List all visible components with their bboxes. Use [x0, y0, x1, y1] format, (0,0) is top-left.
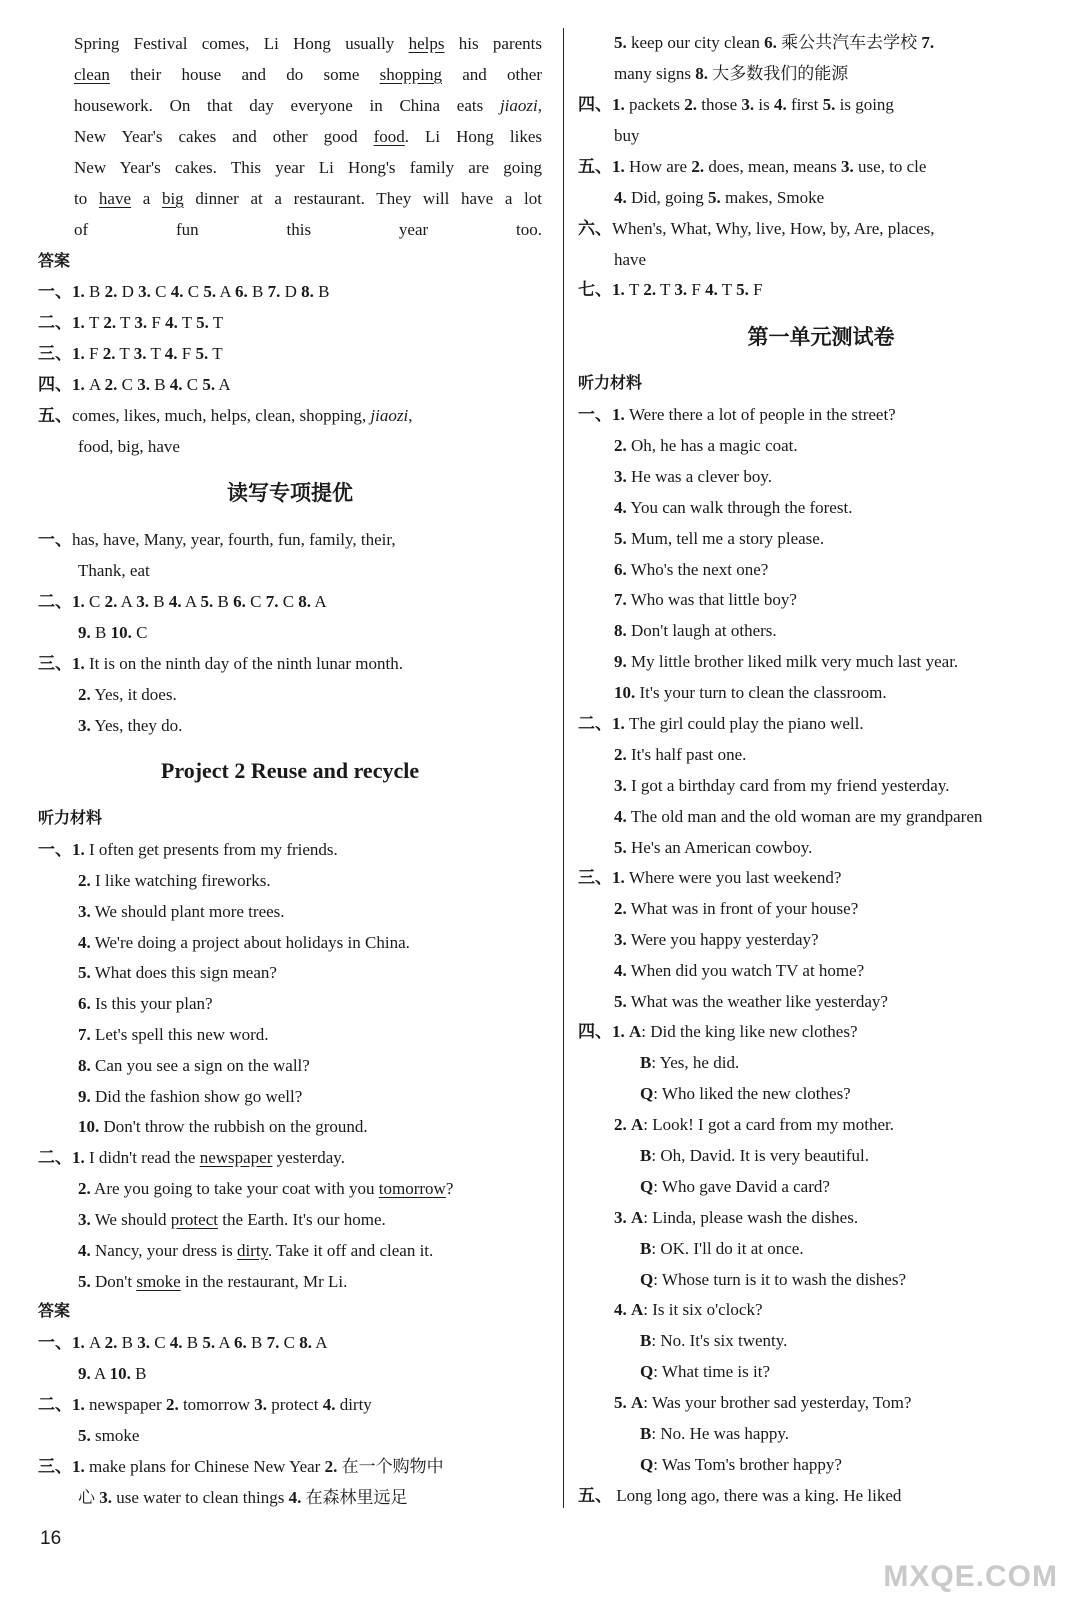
answer-line: 5. smoke — [78, 1426, 140, 1445]
listening-line: 5. Don't smoke in the restaurant, Mr Li. — [78, 1272, 348, 1291]
answer-line: 9. B 10. C — [78, 623, 148, 642]
listening-line: 5. A: Was your brother sad yesterday, Tom? — [614, 1393, 912, 1412]
listening-line: 8. Can you see a sign on the wall? — [78, 1056, 310, 1075]
listening-line: 一、1. I often get presents from my friends. — [38, 840, 338, 860]
answer-line: 四、1. A 2. C 3. B 4. C 5. A — [38, 375, 231, 395]
answer-line: 七、1. T 2. T 3. F 4. T 5. F — [578, 280, 763, 300]
listening-line: 2. Oh, he has a magic coat. — [614, 436, 798, 455]
listening-line: 4. A: Is it six o'clock? — [614, 1300, 763, 1319]
listening-line: 10. It's your turn to clean the classroom. — [614, 683, 887, 702]
answer-line: 5. keep our city clean 6. 乘公共汽车去学校 7. — [614, 33, 935, 52]
listening-line: 四、1. A: Did the king like new clothes? — [578, 1022, 858, 1042]
listening-line: 2. Are you going to take your coat with you tomorrow? — [78, 1179, 454, 1198]
listening-line: 7. Who was that little boy? — [614, 590, 797, 609]
listening-line: B: Oh, David. It is very beautiful. — [640, 1146, 869, 1165]
answer-line: 五、comes, likes, much, helps, clean, shopping, jiaozi, — [38, 406, 413, 426]
answer-line: food, big, have — [78, 437, 180, 456]
listening-line: 2. I like watching fireworks. — [78, 871, 271, 890]
listening-line: 5. Mum, tell me a story please. — [614, 529, 825, 548]
listening-line: 4. You can walk through the forest. — [614, 498, 853, 517]
listening-line: 6. Is this your plan? — [78, 994, 213, 1013]
listening-line: 2. It's half past one. — [614, 745, 747, 764]
listening-line: 8. Don't laugh at others. — [614, 621, 777, 640]
listening-line: 五、 Long long ago, there was a king. He liked — [578, 1486, 902, 1506]
listening-line: 4. Nancy, your dress is dirty. Take it off and clean it. — [78, 1241, 434, 1260]
listening-line: 3. We should protect the Earth. It's our home. — [78, 1210, 386, 1229]
listening-heading: 听力材料 — [578, 375, 643, 392]
listening-line: 4. When did you watch TV at home? — [614, 961, 865, 980]
listening-line: B: Yes, he did. — [640, 1053, 740, 1072]
answer-line: many signs 8. 大多数我们的能源 — [614, 64, 849, 83]
answer-line: 二、1. newspaper 2. tomorrow 3. protect 4. dirty — [38, 1395, 372, 1415]
answer-line: 四、1. packets 2. those 3. is 4. first 5. is going — [578, 95, 894, 115]
passage-line: clean their house and do some shopping and other — [74, 65, 542, 84]
answer-line: buy — [614, 126, 640, 145]
listening-line: 2. What was in front of your house? — [614, 899, 859, 918]
answer-line: have — [614, 250, 647, 269]
answer-line: 9. A 10. B — [78, 1364, 147, 1383]
passage-line: to have a big dinner at a restaurant. They will have a lot — [74, 189, 543, 208]
passage-line: New Year's cakes and other good food. Li Hong likes — [74, 127, 542, 146]
project-title: Project 2 Reuse and recycle — [160, 758, 420, 783]
listening-line: 三、1. Where were you last weekend? — [578, 868, 842, 888]
answer-line: Thank, eat — [78, 561, 150, 580]
watermark-logo: MXQE.COM — [883, 1560, 1058, 1593]
listening-line: 6. Who's the next one? — [614, 560, 769, 579]
listening-line: 二、1. The girl could play the piano well. — [578, 714, 864, 734]
answer-line: 五、1. How are 2. does, mean, means 3. use, to cle — [578, 157, 927, 177]
answer-line: 三、1. F 2. T 3. T 4. F 5. T — [38, 344, 223, 364]
listening-line: Q: What time is it? — [640, 1362, 771, 1381]
listening-line: B: No. He was happy. — [640, 1424, 790, 1443]
listening-line: 一、1. Were there a lot of people in the street? — [578, 405, 896, 425]
listening-line: 10. Don't throw the rubbish on the ground. — [78, 1117, 368, 1136]
section-title: 读写专项提优 — [227, 481, 353, 505]
listening-line: 7. Let's spell this new word. — [78, 1025, 269, 1044]
page-number: 16 — [40, 1528, 62, 1549]
unit-test-title: 第一单元测试卷 — [747, 325, 895, 349]
answer-line: 三、1. make plans for Chinese New Year 2. 在一个购物中 — [38, 1457, 444, 1477]
listening-line: 二、1. I didn't read the newspaper yesterday. — [38, 1148, 345, 1168]
listening-line: 5. He's an American cowboy. — [614, 838, 813, 857]
listening-line: 3. We should plant more trees. — [78, 902, 285, 921]
listening-line: 3. I got a birthday card from my friend yesterday. — [614, 776, 950, 795]
answer-line: 二、1. T 2. T 3. F 4. T 5. T — [38, 313, 224, 333]
answer-line: 4. Did, going 5. makes, Smoke — [614, 188, 825, 207]
listening-line: 9. My little brother liked milk very much last year. — [614, 652, 959, 671]
listening-heading: 听力材料 — [38, 810, 103, 827]
answer-line: 2. Yes, it does. — [78, 685, 177, 704]
listening-line: 5. What was the weather like yesterday? — [614, 992, 888, 1011]
listening-line: 4. We're doing a project about holidays in China. — [78, 933, 410, 952]
answer-line: 心 3. use water to clean things 4. 在森林里远足 — [78, 1488, 408, 1507]
answers-heading: 答案 — [38, 253, 71, 270]
column-divider — [563, 28, 564, 1508]
listening-line: Q: Who liked the new clothes? — [640, 1084, 851, 1103]
listening-line: B: OK. I'll do it at once. — [640, 1239, 804, 1258]
listening-line: B: No. It's six twenty. — [640, 1331, 788, 1350]
answers-heading: 答案 — [38, 1303, 71, 1320]
listening-line: Q: Whose turn is it to wash the dishes? — [640, 1270, 907, 1289]
answer-line: 三、1. It is on the ninth day of the ninth lunar month. — [38, 654, 403, 674]
listening-line: 2. A: Look! I got a card from my mother. — [614, 1115, 894, 1134]
listening-line: 3. A: Linda, please wash the dishes. — [614, 1208, 859, 1227]
answer-line: 一、1. B 2. D 3. C 4. C 5. A 6. B 7. D 8. B — [38, 282, 330, 302]
answer-line: 二、1. C 2. A 3. B 4. A 5. B 6. C 7. C 8. A — [38, 592, 327, 612]
passage-line: of fun this year too. — [74, 220, 542, 239]
passage-line: Spring Festival comes, Li Hong usually helps his parents — [74, 34, 542, 53]
answer-line: 一、has, have, Many, year, fourth, fun, family, their, — [38, 530, 396, 550]
listening-line: 4. The old man and the old woman are my grandparen — [614, 807, 983, 826]
answer-line: 六、When's, What, Why, live, How, by, Are, places, — [578, 219, 935, 239]
listening-line: 5. What does this sign mean? — [78, 963, 277, 982]
listening-line: 3. Were you happy yesterday? — [614, 930, 819, 949]
listening-line: Q: Was Tom's brother happy? — [640, 1455, 842, 1474]
listening-line: Q: Who gave David a card? — [640, 1177, 830, 1196]
passage-line: housework. On that day everyone in China eats jiaozi, — [74, 96, 542, 115]
listening-line: 3. He was a clever boy. — [614, 467, 772, 486]
answer-line: 一、1. A 2. B 3. C 4. B 5. A 6. B 7. C 8. A — [38, 1333, 328, 1353]
answer-line: 3. Yes, they do. — [78, 716, 183, 735]
passage-line: New Year's cakes. This year Li Hong's family are going — [74, 158, 542, 177]
listening-line: 9. Did the fashion show go well? — [78, 1087, 303, 1106]
